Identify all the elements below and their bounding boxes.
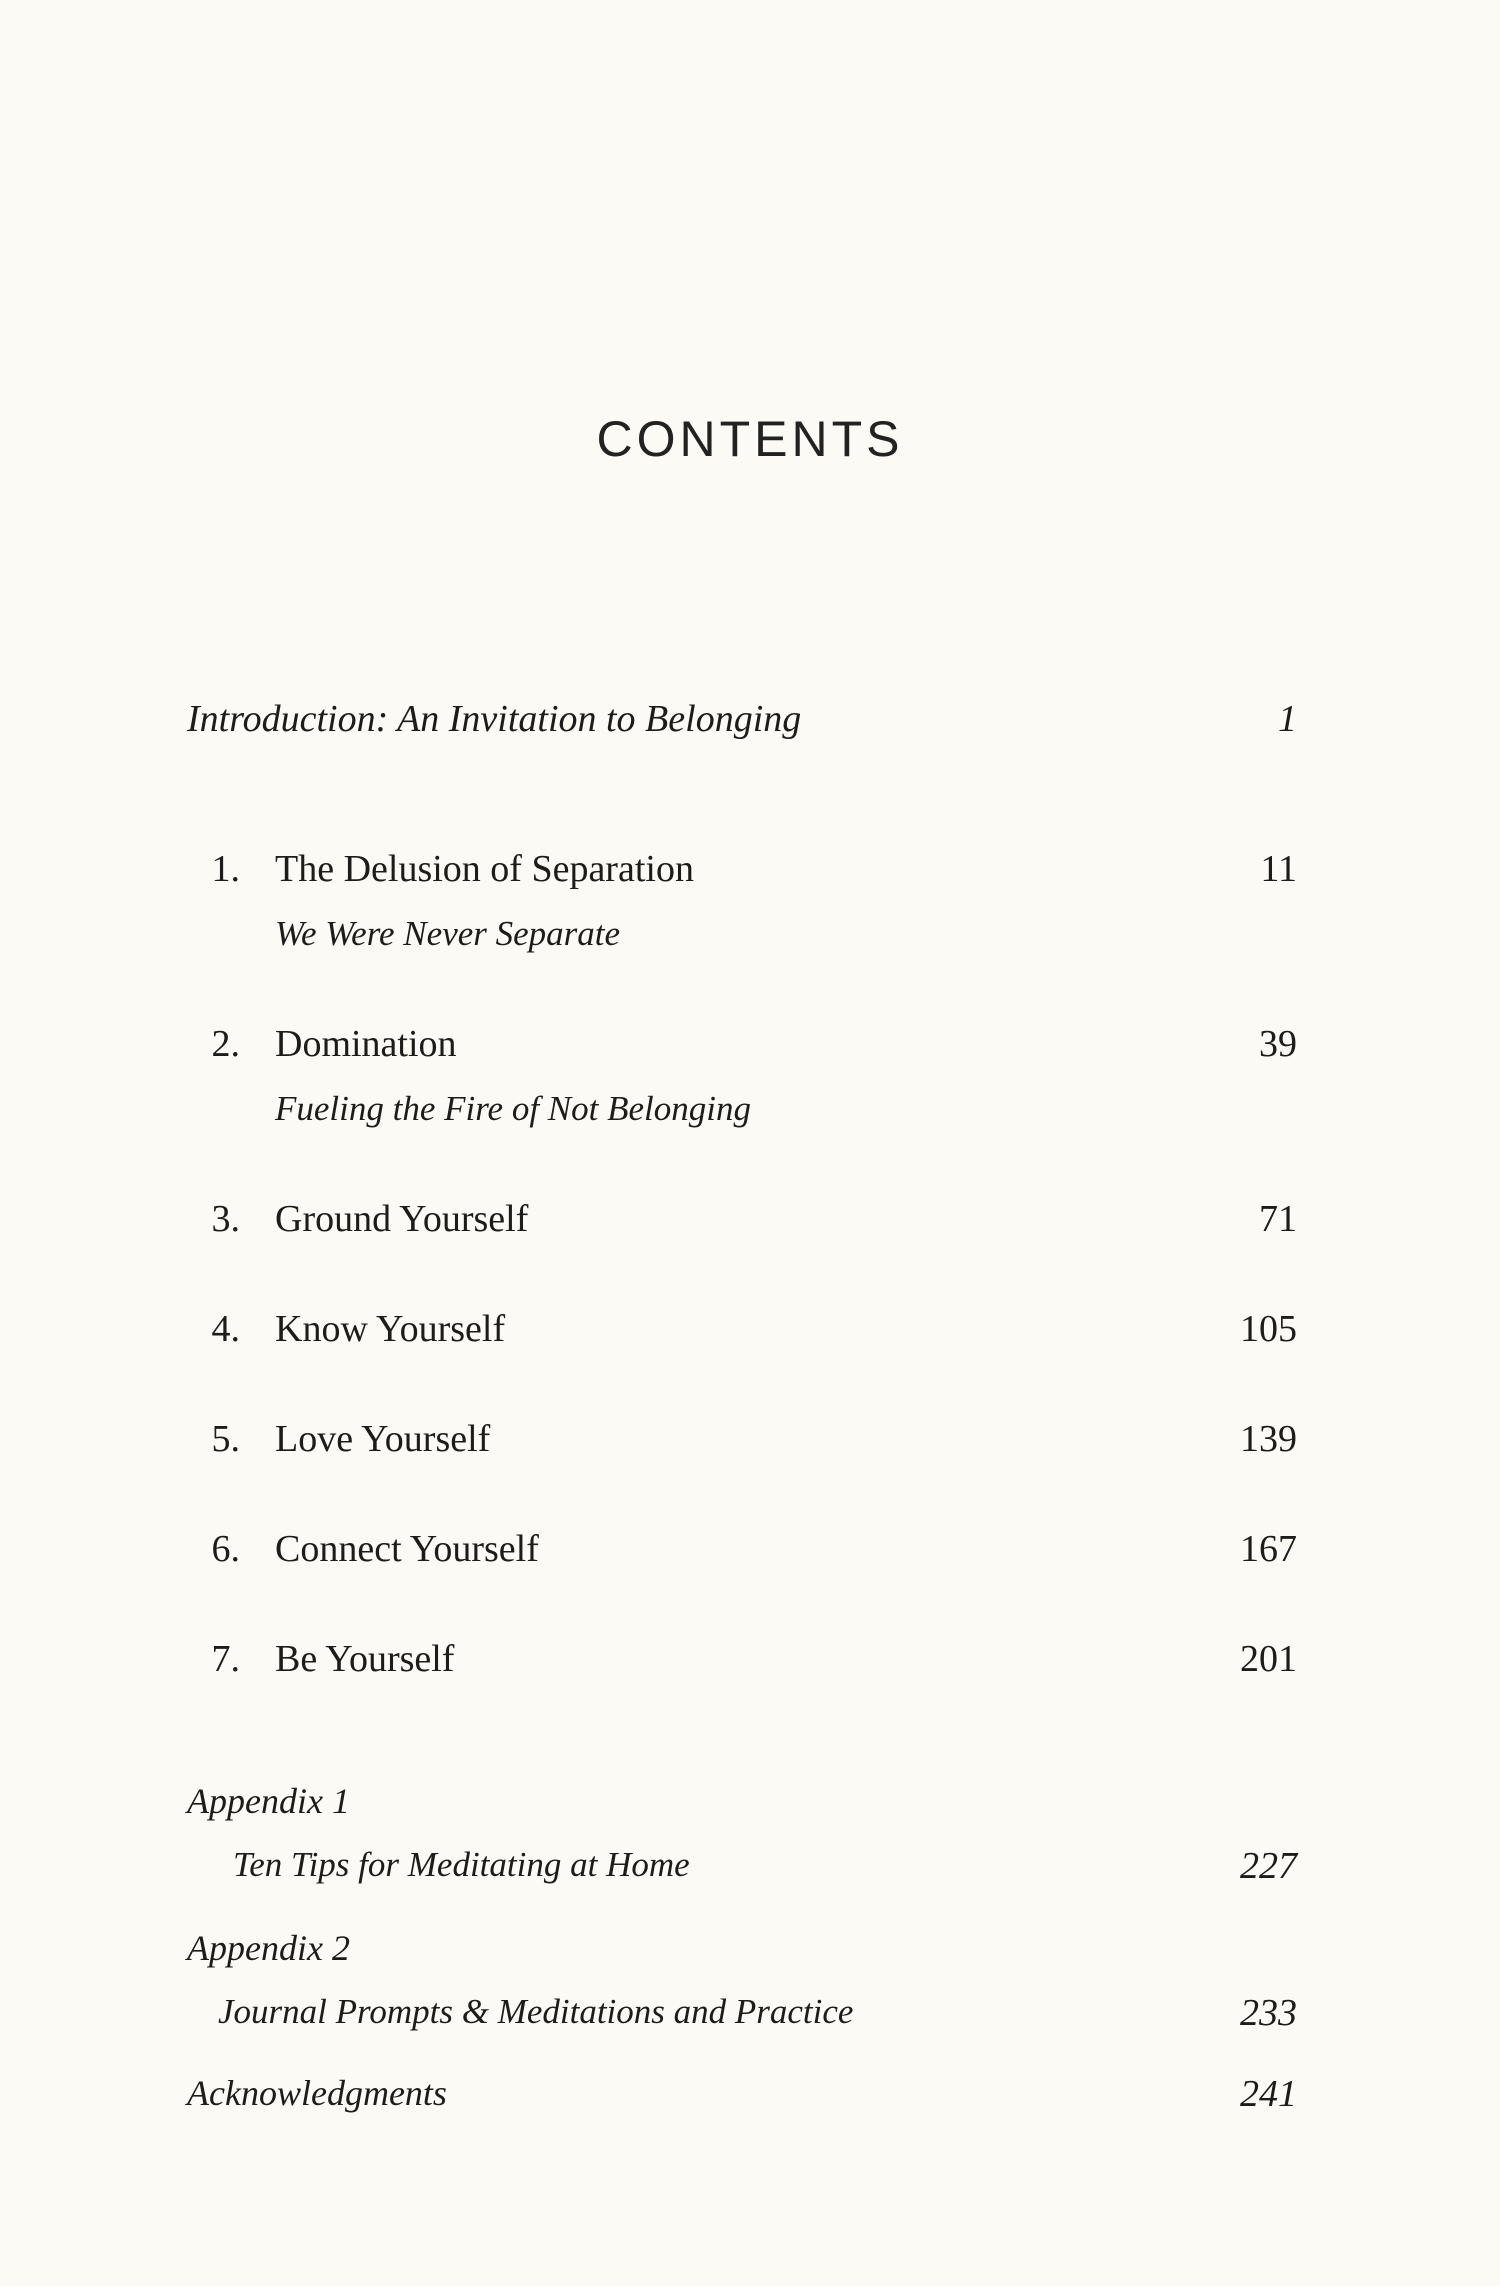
chapter-title: Love Yourself	[275, 1418, 491, 1460]
appendix-subtitle: Journal Prompts & Meditations and Practice	[218, 1992, 854, 2031]
toc-entry-chapter-6[interactable]	[0, 1530, 1500, 1590]
appendix-label: Appendix 1	[187, 1781, 350, 1821]
toc-entry-introduction[interactable]	[0, 700, 1500, 760]
appendix-page-number: 227	[1240, 1845, 1297, 1887]
chapter-subtitle: Fueling the Fire of Not Belonging	[275, 1089, 751, 1128]
chapter-title: Be Yourself	[275, 1638, 455, 1680]
toc-entry-chapter-4[interactable]	[0, 1310, 1500, 1370]
chapter-title: Connect Yourself	[275, 1528, 539, 1570]
chapter-page-number: 105	[1240, 1308, 1297, 1350]
chapter-title: Know Yourself	[275, 1308, 506, 1350]
toc-entry-chapter-3[interactable]	[0, 1200, 1500, 1260]
chapter-title: Ground Yourself	[275, 1198, 529, 1240]
introduction-label: Introduction: An Invitation to Belonging	[187, 698, 802, 740]
chapter-number: 4.	[211, 1308, 240, 1350]
toc-entry-appendix-2[interactable]	[0, 1930, 1500, 2040]
chapter-page-number: 39	[1259, 1023, 1297, 1065]
chapter-number: 1.	[211, 848, 240, 890]
chapter-title: The Delusion of Separation	[275, 848, 694, 890]
chapter-number: 5.	[211, 1418, 240, 1460]
chapter-number: 7.	[211, 1638, 240, 1680]
chapter-subtitle: We Were Never Separate	[275, 914, 621, 953]
chapter-page-number: 11	[1260, 848, 1297, 890]
page-title: CONTENTS	[596, 411, 904, 467]
introduction-page-number: 1	[1278, 698, 1297, 740]
chapter-number: 6.	[211, 1528, 240, 1570]
toc-entry-chapter-2[interactable]	[0, 1025, 1500, 1135]
toc-entry-chapter-7[interactable]	[0, 1640, 1500, 1700]
toc-entry-chapter-5[interactable]	[0, 1420, 1500, 1480]
chapter-page-number: 201	[1240, 1638, 1297, 1680]
chapter-page-number: 139	[1240, 1418, 1297, 1460]
appendix-subtitle: Ten Tips for Meditating at Home	[233, 1845, 690, 1884]
chapter-number: 2.	[211, 1023, 240, 1065]
chapter-number: 3.	[211, 1198, 240, 1240]
toc-entry-chapter-1[interactable]	[0, 850, 1500, 960]
chapter-page-number: 71	[1259, 1198, 1297, 1240]
chapter-title: Domination	[275, 1023, 457, 1065]
appendix-label: Appendix 2	[187, 1928, 350, 1968]
acknowledgments-page-number: 241	[1240, 2073, 1297, 2115]
chapter-page-number: 167	[1240, 1528, 1297, 1570]
appendix-page-number: 233	[1240, 1992, 1297, 2034]
toc-entry-acknowledgments[interactable]	[0, 2075, 1500, 2135]
toc-entry-appendix-1[interactable]	[0, 1783, 1500, 1893]
acknowledgments-label: Acknowledgments	[187, 2073, 447, 2113]
